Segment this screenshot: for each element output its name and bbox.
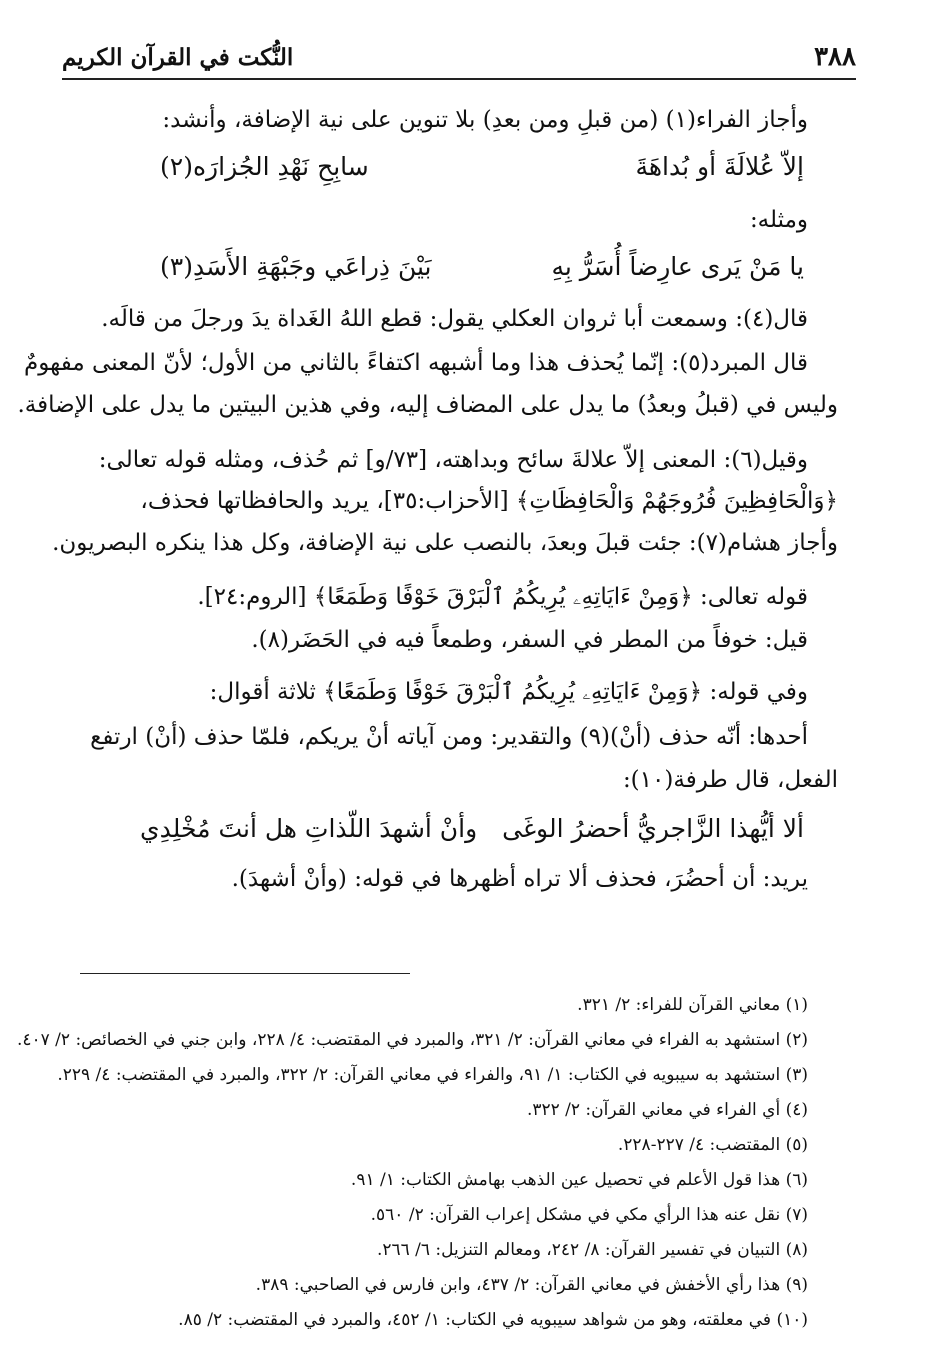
- body-line: وأجاز هشام(٧): جئت قبلَ وبعدَ، بالنصب على نية الإضافة، وكل هذا ينكره البصريون.: [52, 530, 838, 556]
- body-line: وليس في (قبلُ وبعدُ) ما يدل على المضاف إليه، وفي هذين البيتين ما يدل على الإضافة.: [17, 392, 838, 418]
- body-line: وقيل(٦): المعنى إلاّ علالةَ سائح وبداهته، [٧٣/و] ثم حُذف، ومثله قوله تعالى:: [98, 447, 808, 473]
- body-line: أحدها: أنّه حذف (أنْ)(٩) والتقدير: ومن آياته أنْ يريكم، فلمّا حذف (أنْ) ارتفع: [90, 724, 808, 750]
- body-line: الفعل، قال طرفة(١٠):: [622, 767, 838, 793]
- body-line: وفي قوله: ﴿وَمِنْ ءَايَاتِهِۦ يُرِيكُمُ ٱلْبَرْقَ خَوْفًا وَطَمَعًا﴾ ثلاثة أقوال:: [209, 679, 808, 705]
- verse-3-second-hemistich: وأنْ أشهدَ اللّذاتِ هل أنتَ مُخْلِدِي: [140, 814, 478, 843]
- body-line: وأجاز الفراء(١) (من قبلِ ومن بعدِ) بلا تنوين على نية الإضافة، وأنشد:: [162, 107, 808, 133]
- body-line: قال(٤): وسمعت أبا ثروان العكلي يقول: قطع اللهُ الغَداة يدَ ورجلَ من قالَه.: [101, 306, 808, 332]
- footnote: (٨) التبيان في تفسير القرآن: ٨/ ٢٤٢، ومعالم التنزيل: ٦/ ٢٦٦.: [376, 1240, 808, 1260]
- body-line: ﴿وَالْحَافِظِينَ فُرُوجَهُمْ وَالْحَافِظَاتِ﴾ [الأحزاب:٣٥]، يريد والحافظاتها فحذف،: [140, 488, 838, 514]
- footnote-separator: [80, 973, 410, 974]
- verse-2-second-hemistich: بَيْنَ ذِراعَي وجَبْهَةِ الأَسَدِ(٣): [160, 252, 432, 281]
- footnote: (٦) هذا قول الأعلم في تحصيل عين الذهب بهامش الكتاب: ١/ ٩١.: [350, 1170, 808, 1190]
- verse-1-second-hemistich: سابِحِ نَهْدِ الجُزارَه(٢): [160, 152, 369, 181]
- footnote: (٣) استشهد به سيبويه في الكتاب: ١/ ٩١، والفراء في معاني القرآن: ٢/ ٣٢٢، والمبرد في المقتضب: ٤/ ٢٢٩.: [57, 1065, 808, 1085]
- running-title: النُّكت في القرآن الكريم: [62, 44, 294, 71]
- body-line: ومثله:: [749, 207, 808, 233]
- footnote: (٢) استشهد به الفراء في معاني القرآن: ٢/ ٣٢١، والمبرد في المقتضب: ٤/ ٢٢٨، وابن جني في الخصائص: ٢/ ٤٠٧.: [16, 1030, 808, 1050]
- footnote: (٤) أي الفراء في معاني القرآن: ٢/ ٣٢٢.: [526, 1100, 808, 1120]
- verse-3-first-hemistich: ألا أيُّهذا الزَّاجريُّ أحضرُ الوغَى: [502, 814, 804, 843]
- footnote: (٥) المقتضب: ٤/ ٢٢٧-٢٢٨.: [617, 1135, 808, 1155]
- body-line: قيل: خوفاً من المطر في السفر، وطمعاً فيه في الحَضَر(٨).: [251, 627, 808, 653]
- page-header: [62, 38, 856, 80]
- body-line: قال المبرد(٥): إنّما يُحذف هذا وما أشبهه اكتفاءً بالثاني من الأول؛ لأنّ المعنى مفهومٌ: [24, 350, 808, 376]
- body-line: يريد: أن أحضُرَ، فحذف ألا تراه أظهرها في قوله: (وأنْ أشهدَ).: [231, 866, 808, 892]
- verse-2-first-hemistich: يا مَنْ يَرى عارِضاً أُسَرُّ بِهِ: [551, 252, 804, 281]
- body-line: قوله تعالى: ﴿وَمِنْ ءَايَاتِهِۦ يُرِيكُمُ ٱلْبَرْقَ خَوْفًا وَطَمَعًا﴾ [الروم:٢٤].: [197, 584, 808, 610]
- footnote: (١) معاني القرآن للفراء: ٢/ ٣٢١.: [577, 995, 808, 1015]
- page-number: ٣٨٨: [814, 42, 856, 72]
- footnote: (٩) هذا رأي الأخفش في معاني القرآن: ٢/ ٤٣٧، وابن فارس في الصاحبي: ٣٨٩.: [255, 1275, 808, 1295]
- footnote: (١٠) في معلقته، وهو من شواهد سيبويه في الكتاب: ١/ ٤٥٢، والمبرد في المقتضب: ٢/ ٨٥.: [178, 1310, 808, 1330]
- verse-1-first-hemistich: إلاّ عُلالَةَ أو بُداهَةَ: [635, 152, 804, 181]
- footnote: (٧) نقل عنه هذا الرأي مكي في مشكل إعراب القرآن: ٢/ ٥٦٠.: [370, 1205, 808, 1225]
